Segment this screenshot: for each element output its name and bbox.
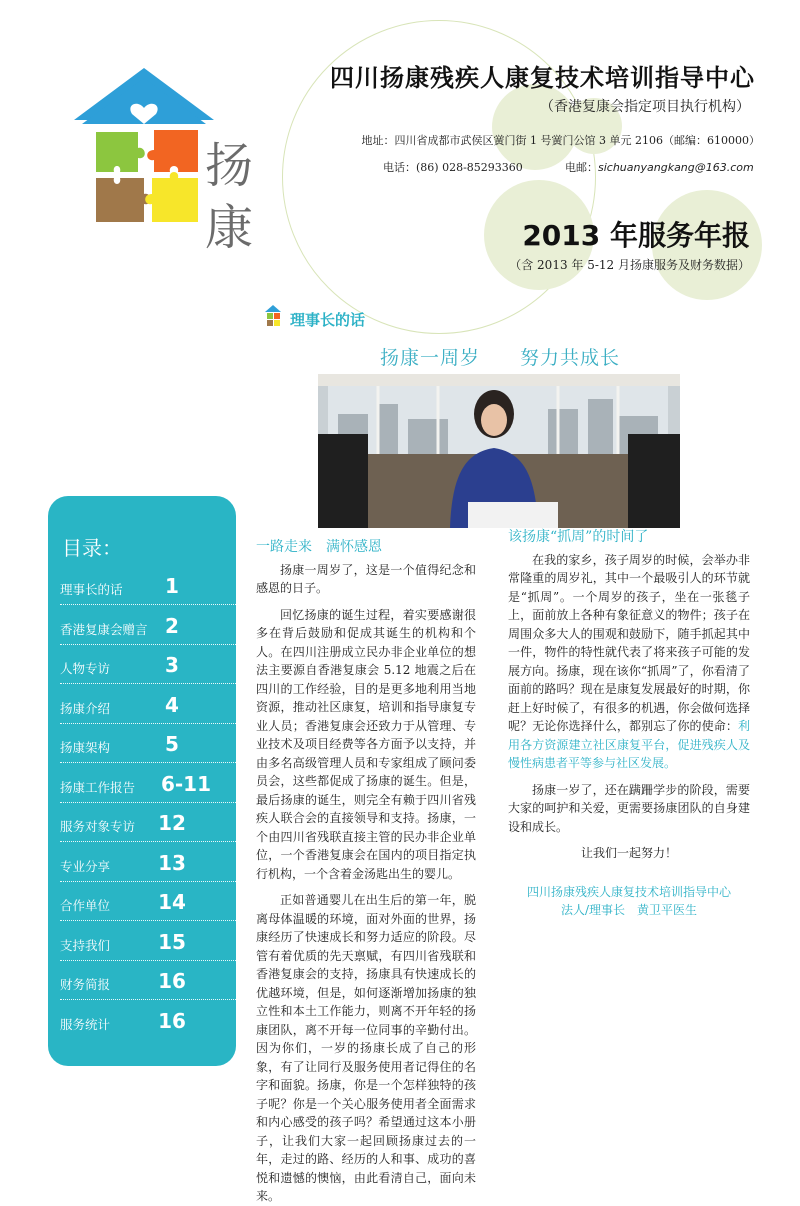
org-phone: 电话：(86) 028-85293360 — [383, 161, 523, 174]
toc-item[interactable] — [60, 849, 230, 879]
toc-item-label: 香港复康会赠言 — [60, 621, 148, 637]
toc-item[interactable] — [60, 730, 230, 760]
toc-item-page: 5 — [165, 732, 179, 756]
article-paragraph: 扬康一岁了，还在蹒跚学步的阶段，需要大家的呵护和关爱，更需要扬康团队的自身建设和成长。 — [508, 782, 750, 834]
mission-statement: 利用各方资源建立社区康复平台，促进残疾人及慢性病患者平等参与社区发展。 — [508, 719, 750, 770]
toc-item[interactable] — [60, 612, 230, 642]
toc-item[interactable] — [60, 691, 230, 721]
closing-line — [508, 844, 750, 863]
article-column-right — [508, 528, 750, 1068]
headline-right: 努力共成长 — [520, 347, 621, 369]
org-subtitle: （香港复康会指定项目执行机构） — [540, 99, 750, 115]
article-paragraph: 扬康一周岁了，这是一个值得纪念和感恩的日子。 — [256, 562, 476, 595]
toc-item-label: 人物专访 — [60, 661, 111, 676]
toc-divider — [60, 920, 236, 921]
toc-item-page: 2 — [165, 613, 179, 638]
toc-item-page: 3 — [165, 653, 179, 677]
toc-item-label: 专业分享 — [60, 858, 111, 874]
toc-item-page: 1 — [165, 574, 179, 598]
article-paragraph: 正如普通婴儿在出生后的第一年，脱离母体温暖的环境，面对外面的世界，扬康经历了快速成长和努力适应的阶段。尽管有着优质的先天禀赋，有四川省残联和香港复康会的支持，扬康具有快速成长的优越环境，但是，如何逐渐增加扬康的独立性和本土工作能力，则离不开年轻的扬康团队，离不开每一位同事的辛勤付出。因为你们，一岁的扬康长成了自己的形象，有了让同行及服务使用者记得住的名字和面貌。扬康，你是一个怎样独特的孩子呢？你是一个关心服务使用者全面需求和内心感受的孩子吗？希望通过这本小册子，让我们大家一起回顾扬康过去的一年，走过的路、经历的人和事、成功的喜悦和遗憾的懊恼，由此看清自己，面向未来。 — [256, 893, 476, 1203]
toc-item-label: 支持我们 — [60, 937, 111, 953]
article-paragraph-text: 在我的家乡，孩子周岁的时候，会举办非常隆重的周岁礼，其中一个最吸引人的环节就是“抓周”。一个周岁的孩子，坐在一张毯子上，面前放上各种有象征意义的物件；孩子在周围众多大人的围观和鼓励下，随手抓起其中一件，物件的特性就代表了将来孩子可能的发展方向。扬康，现在该你“抓周”了，你看清了面前的路吗？现在是康复发展最好的时期，你赶上好时候了，有很多的机遇，你会做何选择呢？无论你选择什么，都别忘了你的使命： — [508, 552, 750, 733]
toc-item-label: 服务统计 — [60, 1016, 111, 1032]
toc-item[interactable] — [60, 809, 230, 839]
report-title-text: 年服务年报 — [600, 219, 750, 252]
toc-item-label: 扬康架构 — [60, 740, 111, 755]
article-paragraph — [508, 551, 750, 773]
section-label: 理事长的话 — [290, 311, 366, 329]
toc-divider — [60, 999, 236, 1000]
brand-char-kang: 康 — [205, 200, 254, 256]
article-column-left — [256, 538, 476, 1203]
toc-item-page: 15 — [158, 929, 186, 954]
toc-divider — [60, 604, 236, 605]
toc-item-label: 扬康介绍 — [60, 700, 111, 716]
chairperson-photo — [318, 374, 680, 528]
toc-item-label: 财务简报 — [60, 977, 111, 992]
signature-name: 法人/理事长 黄卫平医生 — [560, 903, 698, 917]
toc-item-page: 16 — [158, 969, 186, 993]
toc-divider — [60, 762, 236, 763]
toc-item[interactable] — [60, 1007, 230, 1037]
article-heading-1: 一路走来 满怀感恩 — [256, 539, 382, 555]
toc-divider — [60, 723, 236, 724]
toc-item-label: 理事长的话 — [60, 582, 123, 597]
signature-org: 四川扬康残疾人康复技术培训指导中心 — [526, 884, 731, 899]
toc-item-page: 6-11 — [160, 771, 212, 796]
small-logo-icon — [264, 304, 286, 328]
toc-divider — [60, 960, 236, 961]
toc-divider — [60, 841, 236, 842]
toc-divider — [60, 644, 236, 645]
toc-divider — [60, 802, 236, 803]
org-email[interactable]: sichuanyangkang@163.com — [598, 161, 754, 174]
toc-item[interactable] — [60, 928, 230, 958]
toc-item-page: 16 — [158, 1008, 186, 1033]
toc-item-label: 扬康工作报告 — [60, 779, 136, 795]
toc-item[interactable] — [60, 967, 230, 997]
org-email-row — [565, 159, 754, 175]
toc-divider — [60, 683, 236, 684]
org-name: 四川扬康残疾人康复技术培训指导中心 — [330, 64, 755, 92]
report-title — [430, 214, 750, 254]
report-title-year: 2013 — [522, 219, 601, 252]
toc-panel — [48, 496, 236, 1066]
article-paragraph: 回忆扬康的诞生过程，着实要感谢很多在背后鼓励和促成其诞生的机构和个人。在四川注册成立民办非企业单位的想法主要源自香港复康会 5.12 地震之后在四川的工作经验，目的是更多地利用当地资源，推动社区康复，培训和指导康复专业人员；香港复康会还致力于从管理、专业技术及项目经费等各方面予以支持，并由多名高级管理人员和专家组成了顾问委员会，这些都促成了扬康的诞生。但是，最后扬康的诞生，则完全有赖于四川省残疾人联合会的直接领导和支持。扬康，一个由四川省残联直接主管的民办非企业单位，一个香港复康会在国内的项目指定执行机构，一个含着金汤匙出生的婴儿。 — [256, 607, 476, 881]
closing-text: 让我们一起努力！ — [580, 846, 677, 860]
toc-item-page: 13 — [158, 850, 186, 875]
headline-left: 扬康一周岁 — [380, 347, 481, 369]
toc-item[interactable] — [60, 888, 230, 918]
org-email-label: 电邮： — [565, 161, 598, 174]
toc-item-label: 服务对象专访 — [60, 819, 136, 834]
toc-item[interactable] — [60, 572, 230, 602]
toc-item[interactable] — [60, 770, 230, 800]
toc-item-page: 4 — [165, 692, 179, 717]
toc-title: 目录： — [62, 536, 122, 560]
report-subtitle: （含 2013 年 5-12 月扬康服务及财务数据） — [509, 258, 750, 272]
toc-item[interactable] — [60, 651, 230, 681]
toc-divider — [60, 881, 236, 882]
brand-char-yang: 扬 — [205, 138, 254, 194]
toc-item-label: 合作单位 — [60, 898, 111, 913]
article-heading-2: 该扬康“抓周”的时间了 — [508, 529, 649, 545]
org-address: 地址：四川省成都市武侯区黉门街 1 号黉门公馆 3 单元 2106（邮编：610000） — [361, 134, 760, 147]
toc-item-page: 14 — [158, 890, 186, 914]
article-headline — [380, 343, 620, 370]
toc-item-page: 12 — [158, 811, 186, 835]
